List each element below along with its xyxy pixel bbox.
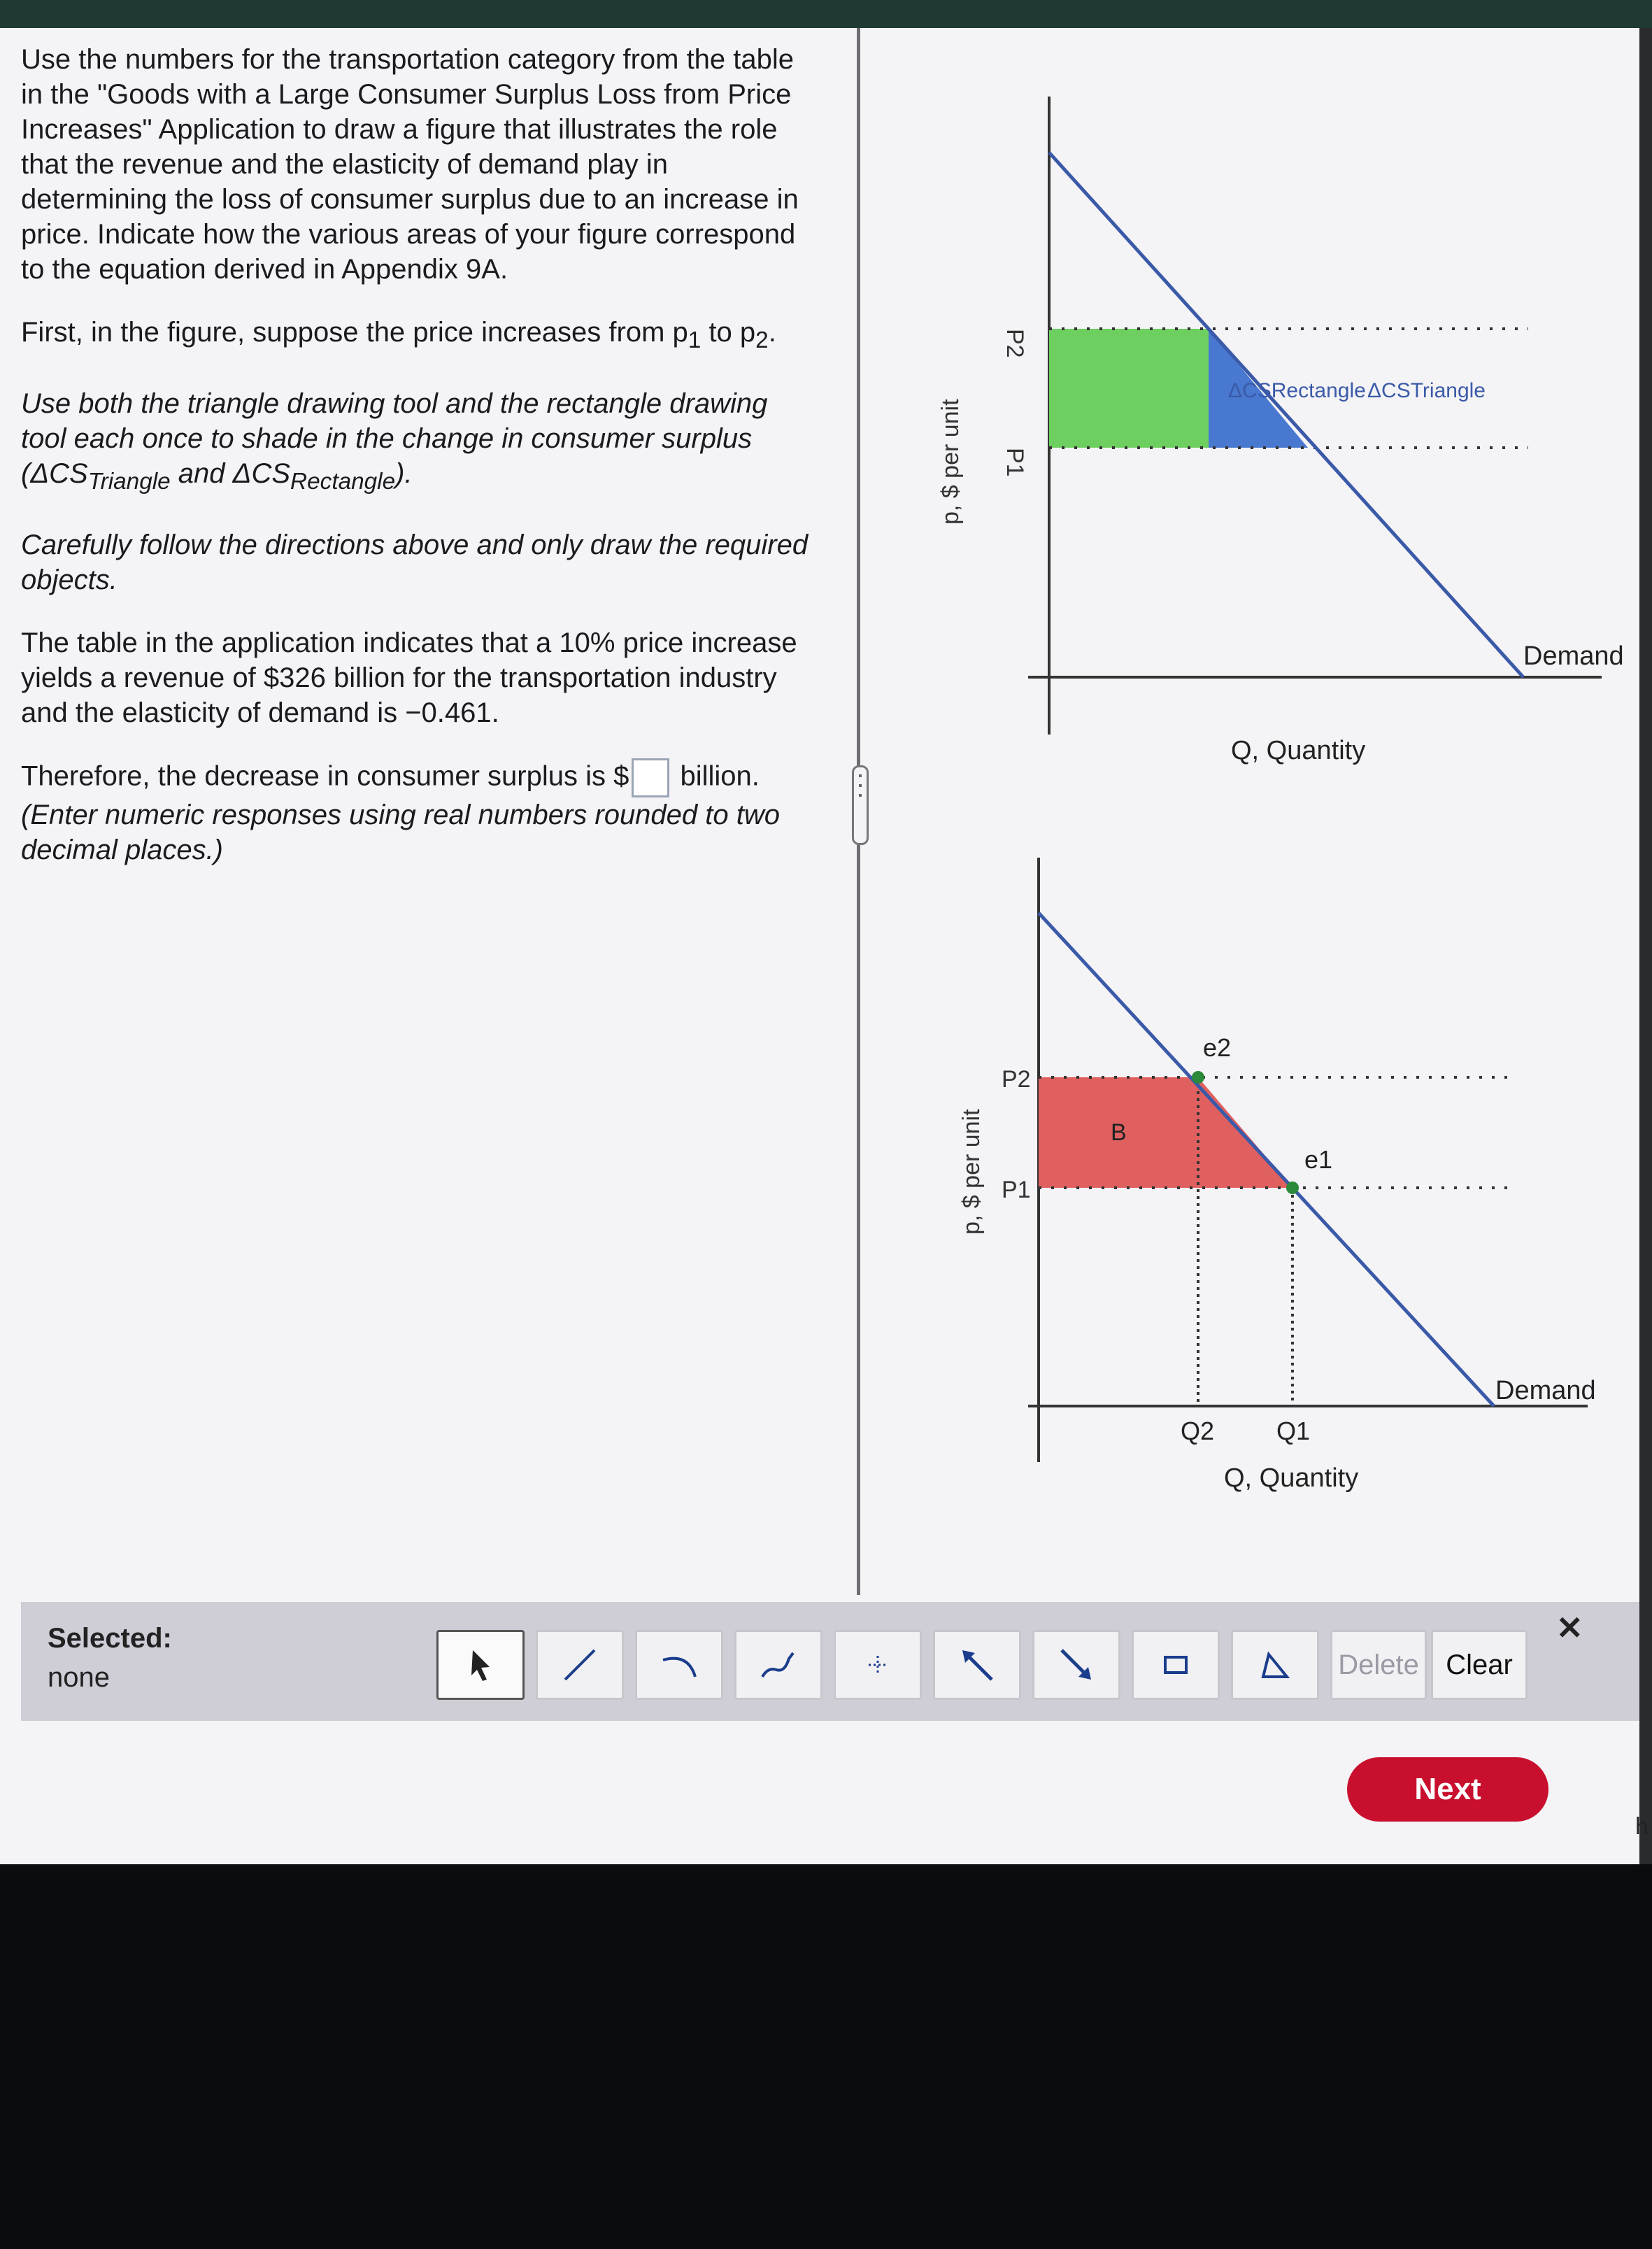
bottom-area-b-label: B [1111, 1119, 1127, 1146]
rectangle-tool-button[interactable] [1132, 1630, 1220, 1700]
freehand-icon [754, 1640, 803, 1689]
careful-instruction: Carefully follow the directions above and only draw the required objects. [21, 530, 809, 595]
top-p1-label: P1 [1002, 448, 1028, 477]
table-note: The table in the application indicates that a 10% price increase yields a revenue of $326 billion for the transportation industry and the elasticity of demand is −0.461. [21, 627, 797, 728]
drawing-toolbar [21, 1602, 1639, 1721]
bottom-graph [958, 853, 1623, 1504]
answer-input[interactable] [632, 758, 669, 797]
top-graph[interactable] [937, 91, 1624, 765]
top-y-axis-label: p, $ per unit [937, 399, 964, 525]
point-icon [853, 1640, 902, 1689]
window-top-bar [0, 0, 1652, 29]
bottom-y-axis-label: p, $ per unit [958, 1109, 985, 1235]
curve-icon [655, 1640, 704, 1689]
bottom-p2-label: P2 [1002, 1066, 1031, 1093]
selected-value: none [48, 1662, 110, 1693]
rectangle-icon [1151, 1640, 1200, 1689]
top-cs-rectangle[interactable] [1049, 329, 1209, 448]
bottom-demand-label: Demand [1495, 1376, 1596, 1405]
selected-label: Selected: [48, 1623, 172, 1654]
bottom-point-e2 [1192, 1071, 1204, 1084]
line-tool-button[interactable] [536, 1630, 624, 1700]
line-icon [555, 1640, 604, 1689]
bottom-point-e1 [1286, 1182, 1299, 1194]
arrow-right-tool-button[interactable] [1032, 1630, 1120, 1700]
top-p2-label: P2 [1002, 329, 1028, 358]
delete-button[interactable]: Delete [1330, 1630, 1427, 1700]
triangle-icon [1251, 1640, 1299, 1689]
triangle-tool-button[interactable] [1231, 1630, 1319, 1700]
top-cs-triangle-label: ΔCSTriangle [1367, 379, 1486, 402]
right-edge-strip [1639, 28, 1652, 1864]
top-demand-label: Demand [1523, 641, 1624, 671]
pointer-icon [456, 1640, 505, 1689]
first-instruction: First, in the figure, suppose the price increases from $p_1$ to $p_2$. [21, 317, 776, 353]
bottom-e2-label: e2 [1203, 1033, 1232, 1062]
arrow-left-icon [953, 1640, 1002, 1689]
point-tool-button[interactable] [834, 1630, 922, 1700]
divider-drag-handle-icon[interactable] [852, 765, 869, 845]
question-intro: Use the numbers for the transportation category from the table in the "Goods with a Large Consumer Surplus Loss from Price Increases" Application to draw a figure that illustrates the role that the revenue and the elasticity of demand play in determining the loss of consumer surplus due to an increase in price. Indicate how the various areas of your figure correspond to the equation derived in Appendix 9A. [21, 44, 799, 285]
edge-letter: h [1635, 1813, 1649, 1840]
bottom-q2-label: Q2 [1181, 1417, 1215, 1445]
bottom-e1-label: e1 [1304, 1145, 1333, 1174]
bottom-x-axis-label: Q, Quantity [1224, 1463, 1359, 1493]
top-cs-rectangle-label: ΔCSRectangle [1228, 379, 1366, 402]
freehand-tool-button[interactable] [734, 1630, 823, 1700]
bottom-p1-label: P1 [1002, 1177, 1031, 1203]
arrow-left-tool-button[interactable] [933, 1630, 1021, 1700]
top-x-axis-label: Q, Quantity [1231, 736, 1366, 765]
answer-line: Therefore, the decrease in consumer surplus is $ billion. (Enter numeric responses using real numbers rounded to two decimal places.) [21, 758, 811, 867]
question-text-panel [21, 42, 811, 895]
close-icon[interactable]: ✕ [1556, 1610, 1583, 1646]
arrow-right-icon [1052, 1640, 1101, 1689]
bottom-shaded-area [1039, 1077, 1293, 1188]
pointer-tool-button[interactable] [436, 1630, 525, 1700]
bottom-q1-label: Q1 [1276, 1417, 1311, 1445]
rounding-note: (Enter numeric responses using real numbers rounded to two decimal places.) [21, 800, 780, 865]
clear-button[interactable]: Clear [1431, 1630, 1528, 1700]
drawing-instruction: Use both the triangle drawing tool and the rectangle drawing tool each once to shade in the change in consumer surplus ($\Delta CS_{Triangle}$ and $\Delta CS_{Rectangle}$). [21, 388, 768, 495]
next-button[interactable]: Next [1347, 1757, 1548, 1822]
curve-tool-button[interactable] [635, 1630, 723, 1700]
